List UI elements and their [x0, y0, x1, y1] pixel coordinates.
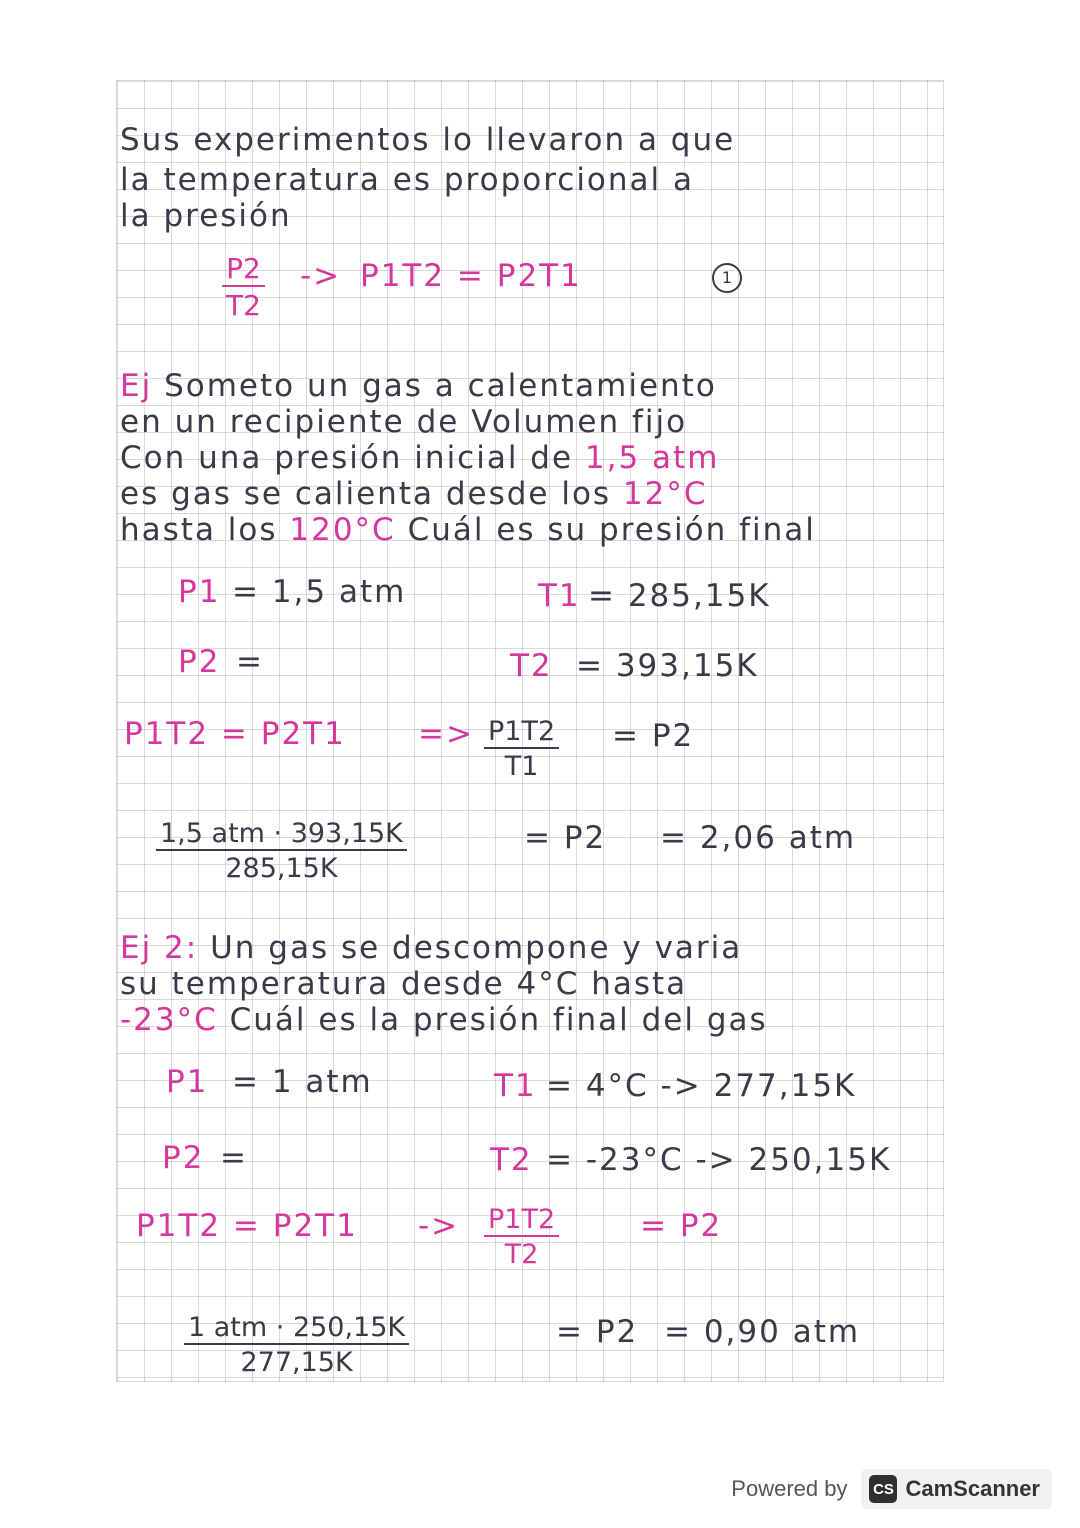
- intro-line-1: Sus experimentos lo llevaron a que: [120, 122, 736, 158]
- ex2-line-1: [120, 930, 742, 966]
- ex2-calc-denominator: 277,15K: [240, 1347, 353, 1378]
- ex1-line-3: [120, 440, 719, 476]
- ex1-line-2: en un recipiente de Volumen fijo: [120, 404, 688, 440]
- formula1-relation: P1T2 = P2T1: [360, 258, 582, 294]
- ex1-isolate-numerator: P1T2: [484, 716, 559, 749]
- ex2-p2-label: P2: [162, 1140, 205, 1176]
- ex1-calc-denominator: 285,15K: [225, 853, 338, 884]
- ex2-calc-p2: = P2: [556, 1314, 639, 1350]
- ex1-initial-pressure: 1,5 atm: [584, 440, 720, 476]
- ex1-t2-value: = 393,15K: [576, 648, 759, 684]
- ex1-calc-p2: = P2: [524, 820, 607, 856]
- ex2-line-3-text: Cuál es la presión final del gas: [217, 1002, 768, 1038]
- ex2-calc-fraction: [184, 1312, 409, 1378]
- ex2-line-2-text: su temperatura desde: [120, 966, 517, 1002]
- camscanner-badge: [861, 1469, 1052, 1509]
- ex1-isolate-denominator: T1: [504, 751, 539, 782]
- ex2-isolate-p2: = P2: [640, 1208, 723, 1244]
- ex1-result: = 2,06 atm: [660, 820, 857, 856]
- camscanner-footer: [731, 1466, 1052, 1512]
- ex1-t2-label: T2: [510, 648, 553, 684]
- ex2-final-temp: -23°C: [120, 1002, 218, 1038]
- ex1-relation: P1T2 = P2T1: [124, 716, 346, 752]
- ex2-p1-value: = 1 atm: [232, 1064, 373, 1100]
- ex1-isolate-fraction: [484, 716, 559, 782]
- ex1-initial-temp: 12°C: [622, 476, 708, 512]
- ex1-implies: =>: [418, 716, 474, 752]
- ex1-p1-value: = 1,5 atm: [232, 574, 407, 610]
- ex1-line-5-text-a: hasta los: [120, 512, 290, 548]
- ex2-initial-temp: 4°C hasta: [516, 966, 688, 1002]
- ex1-line-4: [120, 476, 708, 512]
- powered-by-label: Powered by: [731, 1476, 848, 1501]
- ex1-final-temp: 120°C: [289, 512, 396, 548]
- ex1-p2-value: =: [236, 644, 264, 680]
- ex2-result: = 0,90 atm: [664, 1314, 861, 1350]
- ex1-line-5: [120, 512, 816, 548]
- formula1-tag: [712, 258, 742, 294]
- ex1-line-1: [120, 368, 717, 404]
- ex1-calc-fraction: [156, 818, 407, 884]
- ex2-p1-label: P1: [166, 1064, 209, 1100]
- ex2-label: Ej 2:: [120, 930, 199, 966]
- intro-line-2: la temperatura es proporcional a: [120, 162, 695, 198]
- ex2-calc-numerator: 1 atm · 250,15K: [184, 1312, 409, 1345]
- ex1-line-3-text: Con una presión inicial de: [120, 440, 585, 476]
- ex2-t2-value: = -23°C -> 250,15K: [546, 1142, 892, 1178]
- camscanner-logo-icon: CS: [869, 1475, 897, 1503]
- ex2-line-3: [120, 1002, 768, 1038]
- ex2-line-2: [120, 966, 687, 1002]
- formula1-tag-number: 1: [712, 263, 742, 293]
- ex1-t1-label: T1: [538, 578, 581, 614]
- formula1-fraction: [222, 252, 265, 322]
- ex1-text-1: Someto un gas a calentamiento: [164, 368, 717, 404]
- ex2-isolate-numerator: P1T2: [484, 1204, 559, 1237]
- ex2-t2-label: T2: [490, 1142, 533, 1178]
- intro-line-3: la presión: [120, 198, 292, 234]
- ex2-implies: ->: [418, 1208, 460, 1244]
- ex1-isolate-p2: = P2: [612, 718, 695, 754]
- ex2-p2-value: =: [220, 1140, 248, 1176]
- ex1-t1-value: = 285,15K: [588, 578, 771, 614]
- ex1-calc-numerator: 1,5 atm · 393,15K: [156, 818, 407, 851]
- formula1-numerator: P2: [222, 252, 265, 287]
- formula1-denominator: T2: [226, 289, 261, 322]
- ex2-text-1: Un gas se descompone y varia: [210, 930, 743, 966]
- ex1-p1-label: P1: [178, 574, 221, 610]
- ex1-label: Ej: [120, 368, 153, 404]
- ex1-line-5-text-b: Cuál es su presión final: [395, 512, 816, 548]
- ex1-p2-label: P2: [178, 644, 221, 680]
- ex2-isolate-fraction: [484, 1204, 559, 1270]
- formula1-arrow: ->: [300, 258, 342, 294]
- ex2-t1-value: = 4°C -> 277,15K: [546, 1068, 857, 1104]
- ex2-relation: P1T2 = P2T1: [136, 1208, 358, 1244]
- ex2-isolate-denominator: T2: [504, 1239, 539, 1270]
- camscanner-brand-name: CamScanner: [905, 1476, 1040, 1501]
- ex1-line-4-text: es gas se calienta desde los: [120, 476, 623, 512]
- ex2-t1-label: T1: [494, 1068, 537, 1104]
